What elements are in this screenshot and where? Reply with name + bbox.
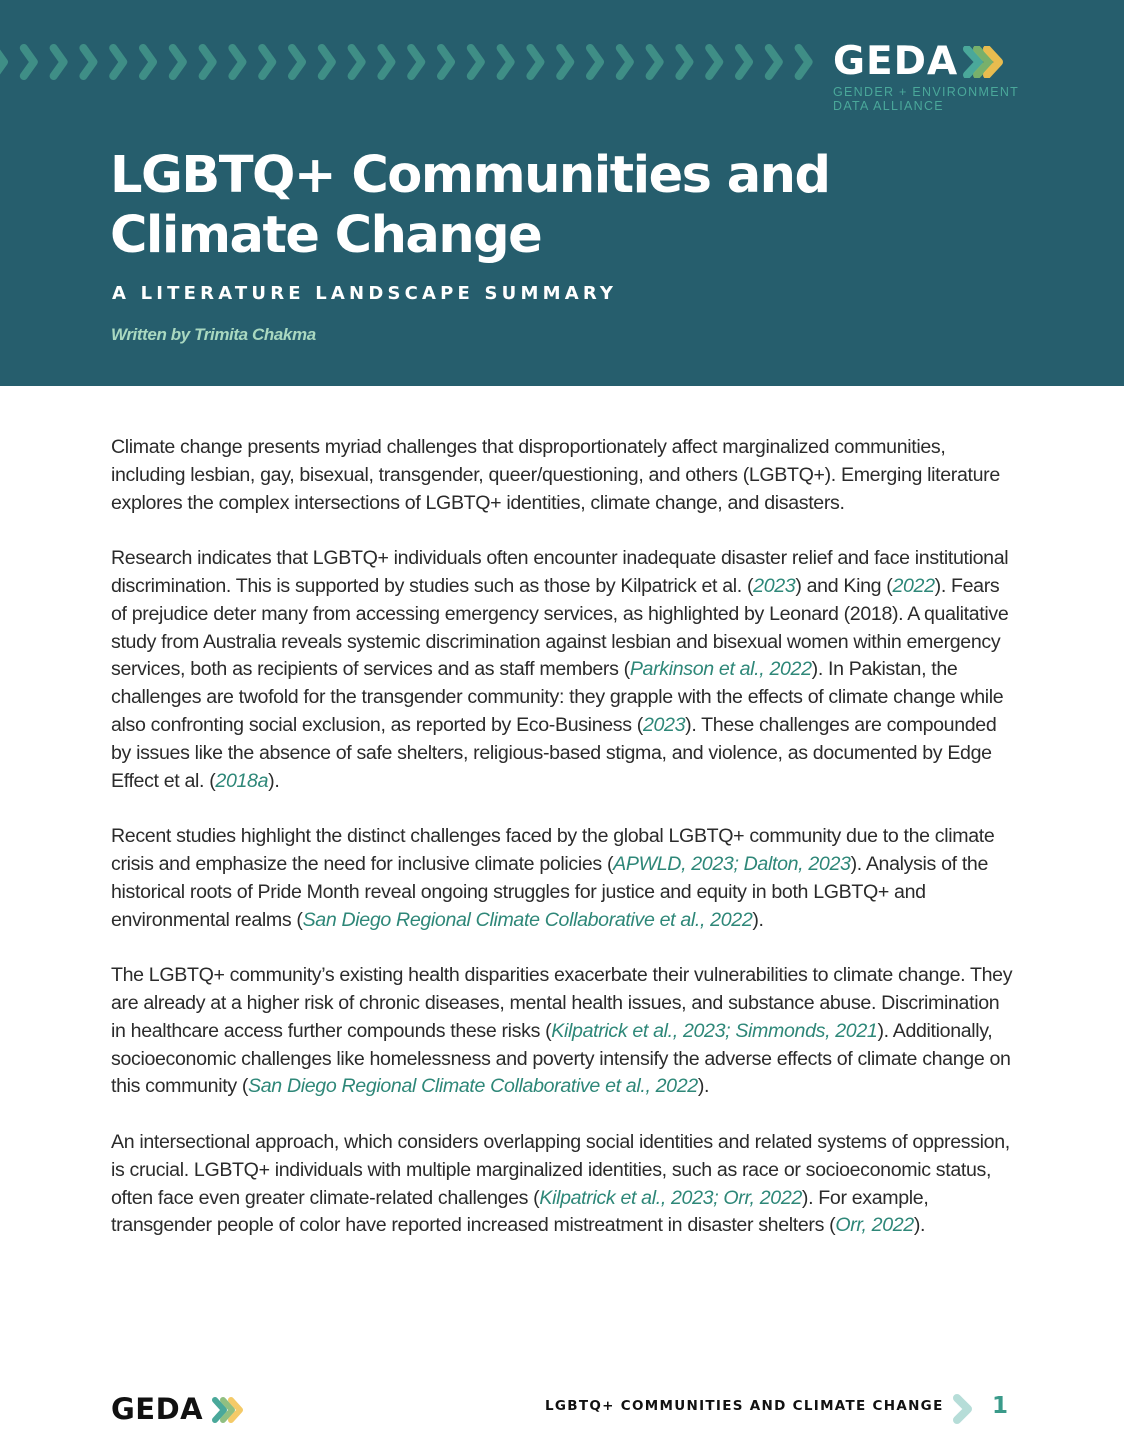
paragraph-text: ). These challenges are compounded by issues like the absence of safe shelters, religious-based stigma, and violence, as documented by Edge Effect et al. ( — [111, 713, 997, 792]
chevron-pattern-mark — [441, 48, 451, 76]
chevron-pattern-mark — [381, 48, 391, 76]
citation-link[interactable]: Kilpatrick et al., 2023; Orr, 2022 — [539, 1186, 802, 1209]
paragraph-text: ). Analysis of the historical roots of Pride Month reveal ongoing struggles for justice and equity in both LGBTQ+ and environmental realms ( — [111, 852, 989, 931]
citation-link[interactable]: San Diego Regional Climate Collaborative et al., 2022 — [248, 1075, 698, 1098]
chevron-pattern-mark — [620, 48, 630, 76]
chevron-pattern-mark — [650, 48, 660, 76]
citation-link[interactable]: San Diego Regional Climate Collaborative et al., 2022 — [302, 908, 753, 931]
citation-link[interactable]: Orr, 2022 — [835, 1214, 914, 1237]
chevron-pattern-mark — [173, 48, 183, 76]
paragraph-text: Climate change presents myriad challenges that disproportionately affect marginalized communities, including lesbian, gay, bisexual, transgender, queer/questioning, and others (LGBTQ+). Emerging literature explores the complex intersections of LGBTQ+ identities, climate change, and disasters. — [111, 436, 1000, 514]
chevron-pattern-mark — [203, 48, 213, 76]
paragraph-intersectional — [111, 1129, 1016, 1240]
paragraph-text: ). — [913, 1214, 926, 1237]
chevron-pattern-decoration — [0, 44, 814, 80]
chevron-pattern-mark — [292, 48, 302, 76]
chevron-pattern-mark — [0, 48, 4, 76]
logo-arrows-icon — [963, 46, 1013, 78]
page-number: 1 — [992, 1393, 1009, 1419]
chevron-pattern-mark — [232, 48, 242, 76]
paragraph-text: ) and King ( — [795, 574, 893, 597]
paragraph-intro — [111, 434, 1016, 517]
logo-wordmark: GEDA — [833, 39, 959, 84]
paragraph-recent-studies — [111, 823, 1016, 934]
page-title: LGBTQ+ Communities and Climate Change — [110, 146, 830, 265]
paragraph-text: ). Fears of prejudice deter many from accessing emergency services, as highlighted by Leonard (2018). A qualitative study from Australia reveals systemic discrimination against lesbian and bisexual women within emergency services, both as recipients of services and as staff members ( — [111, 574, 1009, 681]
paragraph-text: ). Additionally, socioeconomic challenges like homelessness and poverty intensify the adverse effects of climate change on this community ( — [111, 1019, 1011, 1098]
citation-link[interactable]: 2023 — [753, 574, 796, 597]
paragraph-health — [111, 962, 1016, 1101]
paragraph-text: Research indicates that LGBTQ+ individuals often encounter inadequate disaster relief and face institutional discrimination. This is supported by studies such as those by Kilpatrick et al. ( — [111, 547, 1009, 597]
chevron-pattern-mark — [769, 48, 779, 76]
chevron-pattern-mark — [352, 48, 362, 76]
chevron-pattern-mark — [501, 48, 511, 76]
citation-link[interactable]: 2022 — [892, 574, 935, 597]
footer-geda-logo — [111, 1392, 261, 1426]
chevron-pattern-mark — [143, 48, 153, 76]
article-body — [111, 434, 1016, 1268]
citation-link[interactable]: 2018a — [215, 769, 269, 792]
chevron-pattern-mark — [411, 48, 421, 76]
citation-link[interactable]: Kilpatrick et al., 2023; Simmonds, 2021 — [551, 1019, 878, 1042]
chevron-pattern-mark — [530, 48, 540, 76]
chevron-pattern-mark — [590, 48, 600, 76]
header-banner — [0, 0, 1124, 386]
paragraph-text: ). For example, transgender people of color have reported increased mistreatment in disaster shelters ( — [111, 1186, 929, 1237]
chevron-pattern-mark — [83, 48, 93, 76]
footer-chevron-icon — [952, 1394, 974, 1424]
geda-logo — [833, 40, 1023, 120]
paragraph-text: ). — [752, 908, 764, 931]
paragraph-text: The LGBTQ+ community’s existing health disparities exacerbate their vulnerabilities to climate change. They are already at a higher risk of chronic diseases, mental health issues, and substance abuse. Discrimination in healthcare access further compounds these risks ( — [111, 964, 1013, 1042]
footer-running-title: LGBTQ+ COMMUNITIES AND CLIMATE CHANGE — [545, 1398, 944, 1414]
paragraph-research — [111, 545, 1016, 795]
chevron-pattern-mark — [709, 48, 719, 76]
footer-logo-arrows-icon — [211, 1397, 253, 1423]
author-byline: Written by Trimita Chakma — [111, 325, 316, 344]
citation-link[interactable]: 2023 — [642, 713, 686, 736]
footer-logo-wordmark: GEDA — [111, 1392, 204, 1426]
citation-link[interactable]: Parkinson et al., 2022 — [629, 658, 812, 681]
chevron-pattern-mark — [24, 48, 34, 76]
paragraph-text: ). — [697, 1075, 710, 1098]
paragraph-text: Recent studies highlight the distinct challenges faced by the global LGBTQ+ community due to the climate crisis and emphasize the need for inclusive climate policies ( — [111, 825, 995, 875]
chevron-pattern-mark — [560, 48, 570, 76]
chevron-pattern-mark — [799, 48, 809, 76]
logo-tagline-line2: DATA ALLIANCE — [833, 99, 944, 113]
chevron-pattern-mark — [54, 48, 64, 76]
page-subtitle: A LITERATURE LANDSCAPE SUMMARY — [112, 283, 618, 304]
paragraph-text: ). In Pakistan, the challenges are twofold for the transgender community: they grapple with the effects of climate change while also confronting social exclusion, as reported by Eco-Business ( — [111, 658, 1004, 736]
chevron-pattern-mark — [262, 48, 272, 76]
chevron-pattern-mark — [679, 48, 689, 76]
paragraph-text: An intersectional approach, which considers overlapping social identities and related systems of oppression, is crucial. LGBTQ+ individuals with multiple marginalized identities, such as race or socioeconomic status, often face even greater climate-related challenges ( — [111, 1130, 1010, 1209]
chevron-pattern-mark — [113, 48, 123, 76]
logo-tagline-line1: GENDER + ENVIRONMENT — [833, 85, 1020, 99]
paragraph-text: ). — [268, 769, 280, 792]
chevron-pattern-mark — [322, 48, 332, 76]
chevron-pattern-mark — [739, 48, 749, 76]
chevron-pattern-mark — [471, 48, 481, 76]
citation-link[interactable]: APWLD, 2023; Dalton, 2023 — [613, 852, 851, 875]
